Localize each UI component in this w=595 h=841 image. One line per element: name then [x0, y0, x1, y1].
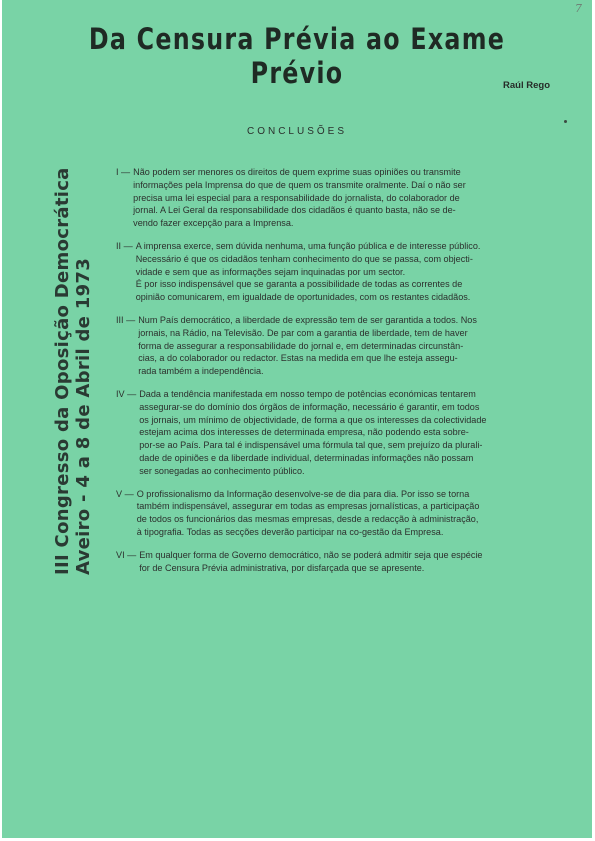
conclusion-text [133, 166, 558, 230]
conclusion-text-line: for de Censura Prévia administrativa, por disfarçada que se apresente. [139, 562, 425, 573]
conclusion-text-line: à tipografia. Todas as secções deverão participar na co-gestão da Empresa. [136, 526, 444, 537]
conclusion-text [139, 549, 558, 575]
page-number: 7 [575, 2, 582, 15]
side-text-line-2: Aveiro - 4 a 8 de Abril de 1973 [73, 257, 94, 575]
conclusion-text-line: dade de opiniões e da liberdade individual, determinadas informações não possam [139, 452, 474, 463]
conclusion-text-line: Necessário é que os cidadãos tenham conhecimento do que se passa, com objecti- [135, 253, 473, 264]
side-vertical-text [52, 167, 122, 575]
conclusion-text [139, 388, 558, 478]
conclusion-text-line: assegurar-se do domínio dos órgãos de informação, necessário é garantir, em todos [139, 401, 480, 412]
conclusion-text-line: É por isso indispensável que se garanta a possibilidade de todas as correntes de [135, 279, 463, 290]
conclusion-text-line: os jornais, um mínimo de objectividade, de forma a que os interesses da colectividade [139, 414, 487, 425]
conclusion-text [137, 488, 558, 539]
conclusion-text-line: vidade e sem que as informações sejam inquinadas por um sector. [135, 266, 406, 277]
conclusion-text-line: cias, a do colaborador ou redactor. Estas na medida em que lhe esteja assegu- [138, 353, 458, 364]
conclusion-number: I — [116, 167, 131, 177]
conclusion-item [116, 314, 558, 378]
conclusion-text [136, 240, 558, 304]
conclusion-text-line: de todos os funcionários das mesmas empresas, desde a redacção à administração, [136, 514, 479, 525]
conclusion-text-line: O profissionalismo da Informação desenvolve-se de dia para dia. Por isso se torna [136, 488, 470, 499]
side-text-line-1: III Congresso da Oposição Democrática [52, 167, 73, 575]
conclusion-text-line: Num País democrático, a liberdade de expressão tem de ser garantida a todos. Nos [138, 314, 477, 325]
conclusions-list [116, 166, 558, 584]
conclusion-text-line: rada também a independência. [138, 366, 264, 377]
conclusion-number: II — [116, 240, 133, 251]
conclusion-item [116, 240, 558, 304]
conclusion-text-line: ser sonegadas ao conhecimento público. [139, 465, 305, 476]
conclusion-text-line: Não podem ser menores os direitos de quem exprime suas opiniões ou transmite [133, 167, 461, 177]
conclusion-text-line: precisa uma lei especial para a responsabilidade do jornalista, do colaborador de [133, 192, 460, 203]
conclusion-item [116, 488, 558, 539]
conclusion-text-line: estejam acima dos interesses de determinada empresa, não podendo esta sobre- [139, 427, 469, 438]
conclusion-number: V — [116, 488, 134, 499]
conclusion-text-line: opinião comunicarem, em igualdade de oportunidades, com os restantes cidadãos. [135, 292, 471, 303]
author-name: Raúl Rego [503, 80, 550, 91]
conclusion-text-line: vendo fazer excepção para a Imprensa. [133, 218, 294, 229]
conclusion-text-line: Em qualquer forma de Governo democrático, não se poderá admitir seja que espécie [139, 549, 483, 560]
conclusion-number: III — [116, 314, 136, 325]
conclusion-number: VI — [116, 549, 137, 560]
conclusion-text-line: também indispensável, assegurar em todas as empresas jornalísticas, a participação [136, 501, 480, 512]
conclusion-item [116, 549, 558, 575]
conclusion-text-line: jornais, na Rádio, na Televisão. De par com a garantia de liberdade, tem de haver [138, 327, 468, 338]
conclusion-text-line: forma de assegurar a responsabilidade do jornal e, em determinadas circunstân- [138, 340, 464, 351]
conclusion-text [138, 314, 558, 378]
section-heading: CONCLUSÕES [246, 126, 347, 137]
conclusion-text-line: informações pela Imprensa do que de quem os transmite oralmente. Daí o não ser [133, 179, 466, 190]
conclusion-text-line: Dada a tendência manifestada em nosso tempo de potências económicas tentarem [139, 388, 476, 399]
conclusion-text-line: jornal. A Lei Geral da responsabilidade dos cidadãos é quanto basta, não se de- [133, 205, 456, 216]
conclusion-number: IV — [116, 388, 137, 399]
page-title: Da Censura Prévia ao Exame Prévio [88, 22, 506, 90]
conclusion-item [116, 388, 558, 478]
document-page [2, 0, 592, 838]
ink-dot [564, 120, 567, 123]
conclusion-text-line: A imprensa exerce, sem dúvida nenhuma, uma função pública e de interesse público. [135, 240, 481, 251]
conclusion-text-line: por-se ao País. Para tal é indispensável uma fórmula tal que, sem prejuízo da plurali- [139, 440, 483, 451]
conclusion-item [116, 166, 558, 230]
